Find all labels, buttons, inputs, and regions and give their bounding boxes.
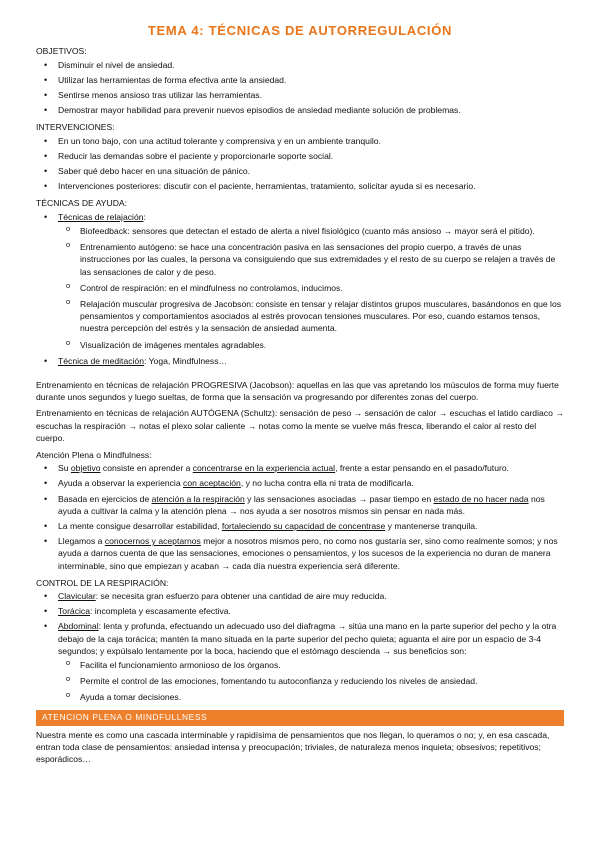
- objetivos-list: [36, 59, 564, 117]
- sub-list-item: o Visualización de imágenes mentales agradables.: [58, 339, 564, 351]
- list-item: [36, 477, 564, 489]
- toracica-label: Torácica: [58, 606, 90, 617]
- sub-list-item: o Control de respiración: en el mindfulness no controlamos, inducimos.: [58, 282, 564, 294]
- underlined-text: objetivo: [70, 463, 101, 474]
- list-item: [36, 355, 564, 367]
- list-item: • Reducir las demandas sobre el paciente y proporcionarle soporte social.: [36, 150, 564, 162]
- relajacion-colon: :: [143, 211, 146, 222]
- text-run: : incompleta y escasamente efectiva.: [90, 606, 231, 617]
- abdominal-label: Abdominal: [58, 621, 99, 632]
- text-run: : se necesita gran esfuerzo para obtener una cantidad de aire muy reducida.: [95, 590, 387, 601]
- meditacion-label: Técnica de meditación: [58, 355, 144, 366]
- list-item: [36, 520, 564, 532]
- tecnicas-heading: TÉCNICAS DE AYUDA:: [36, 198, 128, 209]
- underlined-text: conocernos y aceptarnos: [104, 536, 201, 547]
- list-item: • Sentirse menos ansioso tras utilizar las herramientas.: [36, 89, 564, 101]
- list-item: [36, 211, 564, 351]
- sub-list-item: o Facilita el funcionamiento armonioso de los órganos.: [58, 659, 564, 671]
- text-run: : lenta y profunda, efectuando un adecuado uso del diafragma → sitúa una mano en la parte superior del pecho y la otra debajo de la caja torácica; mantén la mano situada en la parte superior del pecho quieta; aguanta el aire por un espacio de 3-4 segundos; y expúlsalo lentamente por la boca, haciendo que el estómago descienda → sus beneficios son:: [58, 621, 557, 656]
- final-paragraph: Nuestra mente es como una cascada interminable y rapidísima de pensamientos que nos llegan, lo queramos o no; y, en esa cascada, entran toda clase de pensamientos: ansiedad intensa y preocupación; triviales, de naturaleza menos inquieta; obsesivos; repetitivos; esporádicos…: [36, 729, 550, 764]
- paragraph-autogena: Entrenamiento en técnicas de relajación AUTÓGENA (Schultz): sensación de peso → sensación de calor → escuchas el latido cardiaco → escuchas la respiración → notas el plexo solar caliente → notas como la mente se vuelve más fresca, liberando el calor al resto del cuerpo.: [36, 408, 564, 443]
- list-item: • Demostrar mayor habilidad para prevenir nuevos episodios de ansiedad mediante solución de problemas.: [36, 104, 564, 116]
- relajacion-sublist: [58, 225, 564, 351]
- text-run: mejor a nosotros mismos pero, no como nos gustaría ser, sino como realmente somos; y nos ayuda a darnos cuenta de que las sensaciones, emociones o pensamientos, y los sucesos de la experiencia no duran de manera interminable, sino que empiezan y acaban → cada día nuestra experiencia será diferente.: [58, 536, 558, 571]
- intervenciones-heading: INTERVENCIONES:: [36, 122, 115, 133]
- sub-list-item: o Ayuda a tomar decisiones.: [58, 691, 564, 703]
- text-run: y las sensaciones asociadas → pasar tiempo en: [244, 493, 434, 504]
- underlined-text: concentrarse en la experiencia actual: [192, 463, 336, 474]
- text-run: Ayuda a observar la experiencia: [58, 478, 184, 489]
- text-run: Su: [58, 463, 71, 474]
- beneficios-sublist: [58, 659, 564, 704]
- list-item: [36, 590, 564, 602]
- underlined-text: estado de no hacer nada: [433, 493, 529, 504]
- sub-list-item: o Biofeedback: sensores que detectan el estado de alerta a nivel fisiológico (cuanto más ansioso → mayor será el pitido).: [58, 225, 564, 237]
- underlined-text: atención a la respiración: [151, 493, 245, 504]
- list-item: • Utilizar las herramientas de forma efectiva ante la ansiedad.: [36, 74, 564, 86]
- text-run: Llegamos a: [58, 536, 105, 547]
- clavicular-label: Clavicular: [58, 590, 96, 601]
- list-item: [36, 535, 564, 572]
- list-item: [36, 462, 564, 474]
- page-title: TEMA 4: TÉCNICAS DE AUTORREGULACIÓN: [147, 23, 453, 38]
- text-run: consiste en aprender a: [100, 463, 193, 474]
- text-run: , y no lucha contra ella ni trata de modificarla.: [240, 478, 414, 489]
- list-item: [36, 605, 564, 617]
- meditacion-rest: : Yoga, Mindfulness…: [143, 355, 228, 366]
- list-item: [36, 493, 564, 517]
- text-run: Basada en ejercicios de: [58, 493, 152, 504]
- list-item: • Disminuir el nivel de ansiedad.: [36, 59, 564, 71]
- atencion-list: [36, 462, 564, 572]
- relajacion-label: Técnicas de relajación: [58, 211, 144, 222]
- text-run: La mente consigue desarrollar estabilidad,: [58, 520, 222, 531]
- atencion-heading: Atención Plena o Mindfulness:: [36, 449, 152, 460]
- text-run: nos ayuda a cultivar la calma y la atención plena → nos ayuda a ser nosotros mismos sin pensar en nada más.: [58, 493, 545, 516]
- paragraph-progresiva: Entrenamiento en técnicas de relajación PROGRESIVA (Jacobson): aquellas en las que vas apretando los músculos de forma muy fuerte durante unos segundos y luego sueltas, de forma que la sensación va progresando por diferentes zonas del cuerpo.: [36, 379, 559, 403]
- list-item: [36, 620, 564, 703]
- respiracion-heading: CONTROL DE LA RESPIRACIÓN:: [36, 577, 169, 588]
- objetivos-heading: OBJETIVOS:: [36, 46, 87, 57]
- list-item: • Saber qué debo hacer en una situación de pánico.: [36, 165, 564, 177]
- sub-list-item: o Permite el control de las emociones, fomentando tu autoconfianza y reduciendo los niveles de ansiedad.: [58, 675, 564, 687]
- list-item: • Intervenciones posteriores: discutir con el paciente, herramientas, tratamiento, solicitar ayuda si es necesario.: [36, 180, 564, 192]
- list-item: • En un tono bajo, con una actitud tolerante y comprensiva y en un ambiente tranquilo.: [36, 135, 564, 147]
- underlined-text: con aceptación: [183, 478, 241, 489]
- sub-list-item: o Entrenamiento autógeno: se hace una concentración pasiva en las sensaciones del propio cuerpo, a través de unas instrucciones por las cuales, la persona va consiguiendo que sus extremidades y el resto de su cuerpo se relajen a través de las sensaciones de calor y de peso.: [58, 241, 564, 278]
- text-run: , frente a estar pensando en el pasado/futuro.: [335, 463, 509, 474]
- tecnicas-list: [36, 211, 564, 367]
- sub-list-item: o Relajación muscular progresiva de Jacobson: consiste en tensar y relajar distintos grupos musculares, basándonos en que los pensamientos y comportamientos asociados al estrés provocan tensiones musculares. Por eso, cuando estamos tensos, nuestra percepción del estrés y la sensación de ansiedad aumenta.: [58, 298, 564, 335]
- respiracion-list: [36, 590, 564, 704]
- text-run: y mantenerse tranquila.: [385, 520, 478, 531]
- underlined-text: fortaleciendo su capacidad de concentrase: [221, 520, 386, 531]
- intervenciones-list: [36, 135, 564, 193]
- section-banner: ATENCION PLENA O MINDFULLNESS: [36, 710, 564, 726]
